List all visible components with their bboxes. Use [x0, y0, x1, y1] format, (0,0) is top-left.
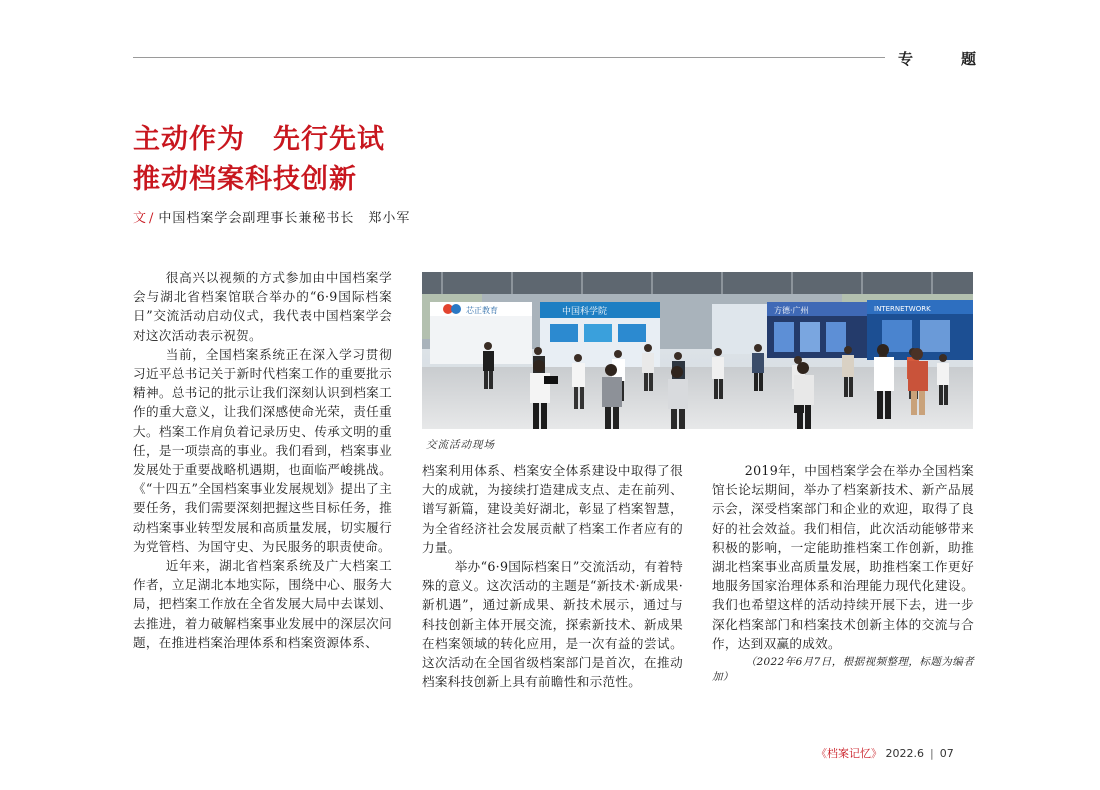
footer-separator: |: [930, 747, 934, 760]
booth-sign-4: INTERNETWORK: [874, 305, 931, 313]
page-footer: [816, 745, 954, 761]
byline: [133, 207, 410, 226]
byline-name: 郑小军: [368, 211, 411, 226]
text-column-2: [422, 461, 683, 691]
paragraph: 2019年，中国档案学会在举办全国档案馆长论坛期间，举办了档案新技术、新产品展示会，深受档案部门和企业的欢迎，取得了良好的社会效益。我们相信，此次活动能够带来积极的影响，一定能助推档案工作创新，助推湖北档案事业高质量发展，助推档案工作更好地服务国家治理体系和治理能力现代化建设。我们也希望这样的活动持续开展下去，进一步深化档案部门和档案技术创新主体的交流与合作，达到双赢的成效。: [712, 463, 974, 651]
editor-note: （2022年6月7日，根据视频整理，标题为编者加）: [712, 656, 974, 684]
section-char-1: 专: [898, 50, 914, 68]
page-number: 07: [939, 747, 954, 760]
magazine-name: 《档案记忆》: [816, 747, 882, 760]
byline-author: 中国档案学会副理事长兼秘书长: [158, 211, 355, 226]
photo-caption: 交流活动现场: [426, 439, 495, 451]
paragraph: 近年来，湖北省档案系统及广大档案工作者，立足湖北本地实际，围绕中心、服务大局，把档案工作放在全省发展大局中去谋划、去推进，着力破解档案事业发展中的深层次问题，在推进档案治理体系和档案资源体系、: [133, 558, 392, 650]
text-column-1: [133, 268, 392, 652]
section-char-2: 题: [960, 50, 976, 68]
byline-prefix: 文: [133, 211, 148, 226]
exhibition-photo: [422, 272, 973, 429]
paragraph: 当前，全国档案系统正在深入学习贯彻习近平总书记关于新时代档案工作的重要批示精神。总书记的批示让我们深刻认识到档案工作的重大意义，让我们深感使命光荣，责任重大。档案工作肩负着记录历史、传承文明的重任，是一项崇高的事业。我们看到，档案事业发展处于重要战略机遇期，也面临严峻挑战。《“十四五”全国档案事业发展规划》提出了主要任务，我们需要深刻把握这些目标任务，推动档案事业转型发展和高质量发展，切实履行为党管档、为国守史、为民服务的职责使命。: [133, 346, 392, 554]
section-label: [898, 48, 976, 69]
booth-sign-2: 中国科学院: [562, 307, 608, 317]
header-rule: [133, 57, 885, 58]
article-title: [133, 120, 385, 200]
booth-sign-3: 方德·广州: [774, 306, 809, 315]
text-column-3: [712, 461, 974, 685]
paragraph: 举办“6·9国际档案日”交流活动，有着特殊的意义。这次活动的主题是“新技术·新成果·新机遇”，通过新成果、新技术展示，通过与科技创新主体开展交流，探索新技术、新成果在档案领域的转化应用，是一次有益的尝试。这次活动在全国省级档案部门是首次，在推动档案科技创新上具有前瞻性和示范性。: [422, 559, 683, 690]
issue-number: 2022.6: [885, 747, 924, 760]
paragraph: 很高兴以视频的方式参加由中国档案学会与湖北省档案馆联合举办的“6·9国际档案日”交流活动启动仪式，我代表中国档案学会对这次活动表示祝贺。: [133, 270, 392, 343]
title-line-1: 主动作为 先行先试: [133, 124, 385, 155]
byline-slash: /: [149, 211, 155, 226]
title-line-2: 推动档案科技创新: [133, 164, 357, 195]
paragraph: 档案利用体系、档案安全体系建设中取得了很大的成就，为接续打造建成支点、走在前列、谱写新篇，建设美好湖北，彰显了档案智慧，为全省经济社会发展贡献了档案工作者应有的力量。: [422, 463, 683, 555]
booth-sign-1: 芯正教育: [466, 306, 498, 315]
